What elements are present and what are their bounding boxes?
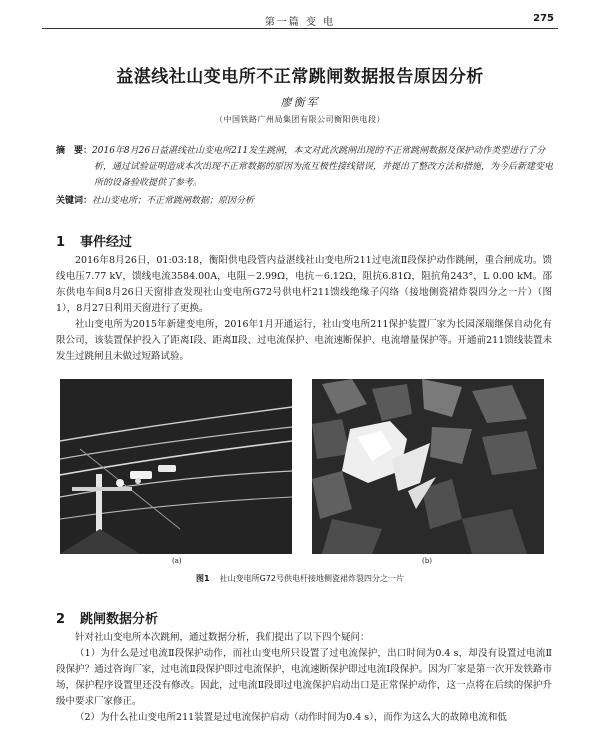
- section-number: 2: [56, 612, 66, 627]
- running-section-title: 第一篇 变 电: [264, 17, 336, 28]
- author: 廖衡军: [280, 96, 320, 109]
- figure-1: [60, 379, 550, 554]
- paragraph: （1）为什么是过电流Ⅱ段保护动作，而社山变电所只设置了过电流保护，出口时间为0.4 s，却没有设置过电流Ⅱ段保护？通过咨询厂家，过电流Ⅱ段保护即过电流保护，电流速断保护即过电流Ⅰ段保护。因为厂家是第一次开发铁路市场，保护程序设置里还没有修改。因此，过电流Ⅱ段即过电流保护启动出口是正常保护动作，这一点将在后续的保护升级中要求厂家修正。: [56, 648, 552, 707]
- ballast-stones-illustration: [312, 379, 544, 554]
- keywords-text: 社山变电所；不正常跳闸数据；原因分析: [92, 196, 255, 206]
- pole-wires-illustration: [60, 379, 292, 554]
- section-title: 跳闸数据分析: [80, 612, 159, 627]
- figure-caption: [0, 573, 600, 584]
- figure-label-a: (a): [172, 557, 182, 565]
- paragraph: 2016年8月26日，01:03:18，衡阳供电段管内益湛线社山变电所211过电流Ⅱ段保护动作跳闸，重合闸成功。馈线电压7.77 kV，馈线电流3584.00A，电阻－2.99Ω，电抗－6.12Ω，阻抗6.81Ω，阻抗角243°，L 0.00 kM。邵东供电车间8月26日天窗排查发现社山变电所G72号供电杆211馈线绝缘子闪络（接地侧瓷裙炸裂四分之一片）（图1），8月27日利用天窗进行了更换。: [56, 255, 552, 314]
- keywords-label: 关键词：: [56, 196, 93, 206]
- page-number: 275: [533, 13, 554, 24]
- abstract-text: 2016年8月26日益湛线社山变电所211发生跳闸，本文对此次跳闸出现的不正常跳闸数据及保护动作类型进行了分析，通过试验证明造成本次出现不正常数据的原因为流互极性接线错误，并提出了整改方法和措施，为今后新建变电所的设备验收提供了参考。: [92, 146, 554, 188]
- running-header: [42, 10, 558, 29]
- paragraph: （2）为什么社山变电所211装置是过电流保护启动（动作时间为0.4 s），而作为这么大的故障电流和低: [75, 712, 507, 723]
- photo-broken-insulator-skirt: [312, 379, 544, 554]
- figure-label-b: (b): [422, 557, 432, 565]
- photo-insulator-pole: [60, 379, 292, 554]
- abstract-label: 摘 要：: [56, 146, 93, 156]
- paper-title: 益湛线社山变电所不正常跳闸数据报告原因分析: [116, 67, 484, 87]
- figure-number: 图1: [196, 574, 210, 583]
- abstract-block: [56, 143, 556, 209]
- section-title: 事件经过: [80, 235, 133, 250]
- figure-caption-text: 社山变电所G72号供电杆接地侧瓷裙炸裂四分之一片: [219, 574, 404, 583]
- section-heading-1: [56, 231, 132, 250]
- affiliation: （中国铁路广州局集团有限公司衡阳供电段）: [215, 115, 385, 124]
- section-number: 1: [56, 235, 66, 250]
- section-2-body: [56, 630, 552, 726]
- abstract: [56, 143, 556, 191]
- paragraph: 针对社山变电所本次跳闸，通过数据分析，我们提出了以下四个疑问：: [75, 632, 370, 643]
- keywords: [56, 193, 556, 209]
- section-1-body: [56, 253, 552, 365]
- paragraph: 社山变电所为2015年新建变电所，2016年1月开通运行，社山变电所211保护装置厂家为长园深瑞继保自动化有限公司，该装置保护投入了距离Ⅰ段、距离Ⅱ段、过电流保护、电流速断保护、电流增量保护等。开通前211馈线装置未发生过跳闸且未做过短路试验。: [56, 319, 552, 362]
- section-heading-2: [56, 608, 158, 627]
